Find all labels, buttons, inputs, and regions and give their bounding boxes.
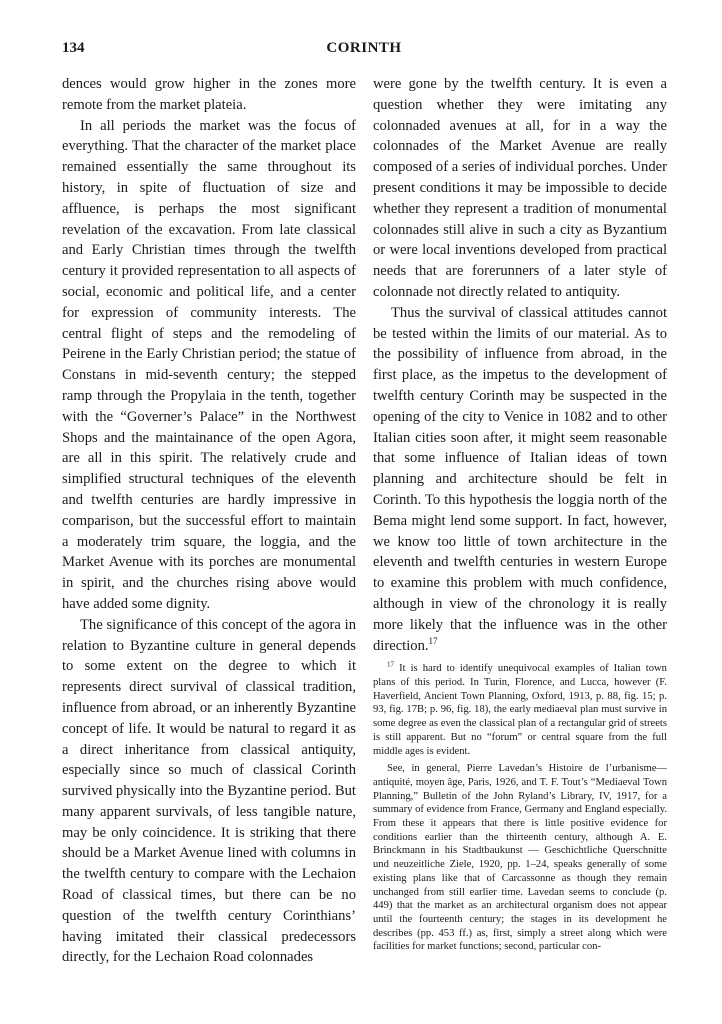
footnotes bbox=[373, 662, 667, 954]
footnote-reference-17: 17 bbox=[428, 635, 438, 646]
left-column bbox=[62, 74, 356, 968]
footnote-17-number: 17 bbox=[387, 660, 394, 669]
paragraph-continued: dences would grow higher in the zones more remote from the market plateia. bbox=[62, 76, 356, 113]
paragraph-agora-significance: The significance of this concept of the agora in relation to Byzantine culture in general depends to some extent on the degree to which it represents direct survival of classical tradition, influence from abroad, or an inherently Byzantine concept of life. It would be natural to regard it as a direct inheritance from classical antiquity, especially since so much of classical Corinth survived physically into the Byzantine period. But many apparent survivals, of less tangible nature, may be only coincidence. It is striking that there should be a Market Avenue lined with columns in the twelfth century to compare with the Lechaion Road of classical times, but there can be no question of the twelfth century Corinthians’ having imitated their classical predecessors directly, for the Lechaion Road colonnades bbox=[62, 616, 356, 966]
paragraph-colonnades: were gone by the twelfth century. It is even a question whether they were imitating any colonnaded avenues at all, for in a way the colonnades of the Market Avenue are really composed of a series of individual porches. Under present conditions it may be impossible to decide whether they represent a tradition of monumental colonnades still alive in such a city as Byzantium or were local inventions developed from practical needs that are forerunners of a later style of colonnade not directly related to antiquity. bbox=[373, 76, 667, 300]
right-column bbox=[373, 74, 667, 954]
paragraph-market-focus: In all periods the market was the focus of everything. That the character of the market place remained essentially the same throughout its history, in spite of fluctuation of size and affluence, is perhaps the most significant revelation of the excavation. From late classical and Early Christian times through the twelfth century it provided representation to all aspects of social, economic and political life, and a center for expression of community interests. The central flight of steps and the remodeling of Peirene in the Early Christian period; the statue of Constans in mid-seventh century; the stepped ramp through the Propylaia in the tenth, together with the “Governer’s Palace” in the Northwest Shops and the maintainance of the open Agora, are all in this spirit. The relatively crude and simplified structural techniques of the eleventh and twelfth centuries are hardly impressive in comparison, but the successful effort to maintain a moderately trim square, the loggia, and the Market Avenue with its porches are monumental in spirit, and the churches rising above would have added some dignity. bbox=[62, 117, 356, 612]
page-number: 134 bbox=[62, 40, 85, 56]
paragraph-classical-survival bbox=[373, 303, 667, 657]
footnote-17-text: It is hard to identify unequivocal examples of Italian town plans of this period. In Turin, Florence, and Lucca, however (F. Haverfield, Ancient Town Planning, Oxford, 1913, p. 88, fig. 15; p. 93, fig. 17B; p. 96, fig. 18), the early mediaeval plan must survive in some degree as even the classical plan of a rectangular grid of streets is still apparent. But no “forum” or central square from the full middle ages is evident. bbox=[373, 663, 667, 757]
footnote-17-continued: See, in general, Pierre Lavedan’s Histoire de l’urbanisme—antiquité, moyen âge, Paris, 1926, and T. F. Tout’s “Mediaeval Town Planning,” Bulletin of the John Ryland’s Library, IV, 1917, for a summary of evidence from France, Germany and England especially. From these it appears that there is little positive evidence for conditions earlier than the thirteenth century, although A. E. Brinckmann in his Stadtbaukunst — Geschichtliche Querschnitte und neuzeitliche Ziele, 1920, pp. 1–24, speaks generally of some existing plans like that of Carcassonne as though they remain unchanged from still earlier time. Lavedan seems to conclude (p. 449) that the market as an architectural organism does not appear until the fourteenth century; the stages in its development he describes (pp. 453 ff.) as, first, simply a street along which were facilities for market functions; second, particular con- bbox=[373, 763, 667, 953]
paragraph-classical-survival-text: Thus the survival of classical attitudes cannot be tested within the limits of our material. As to the possibility of influence from abroad, in the first place, as the impetus to the development of twelfth century Corinth may be suspected in the opening of the city to Venice in 1082 and to other Italian cities soon after, it might seem reasonable that some influence of Italian ideas of town planning and architecture should be felt in Corinth. To this hypothesis the loggia north of the Bema might lend some support. In fact, however, we know too little of town architecture in the eleventh and twelfth centuries in western Europe to examine this problem with much confidence, although in view of the chronology it is really more likely that the influence was in the other direction. bbox=[373, 304, 667, 654]
footnote-17 bbox=[373, 662, 667, 758]
running-title: CORINTH bbox=[326, 40, 402, 56]
running-head bbox=[62, 40, 666, 64]
